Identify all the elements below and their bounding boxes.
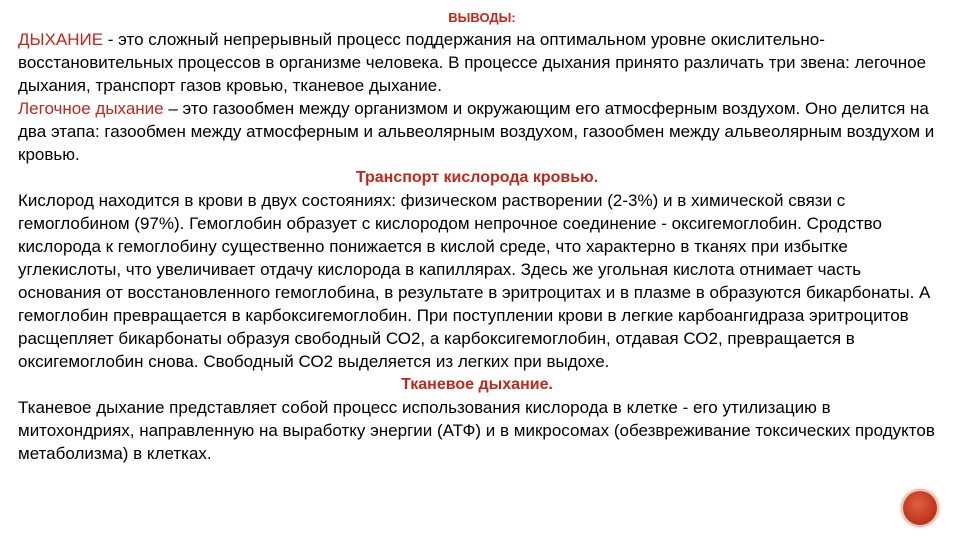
pulmonary-term: Легочное дыхание (18, 99, 164, 118)
slide-content (18, 8, 936, 528)
pulmonary-paragraph (18, 97, 936, 166)
tissue-heading: Тканевое дыхание. (401, 376, 553, 393)
intro-text: - это сложный непрерывный процесс поддержания на оптимальном уровне окислительно-восстановительных процессов в организме человека. В процессе дыхания принято различать три звена: легочное дыхания, транспорт газов кровью, тканевое дыхание. (18, 30, 927, 95)
intro-paragraph (18, 28, 936, 97)
transport-paragraph: Кислород находится в крови в двух состояниях: физическом растворении (2-3%) и в химической связи с гемоглобином (97%). Гемоглобин образует с кислородом непрочное соединение - оксигемоглобин. Сродство кислорода к гемоглобину существенно понижается в кислой среде, что характерно в тканях при избытке углекислоты, что увеличивает отдачу кислорода в капиллярах. Здесь же угольная кислота отнимает часть основания от восстановленного гемоглобина, в результате в эритроцитах и в плазме в образуются бикарбонаты. А гемоглобин превращается в карбоксигемоглобин. При поступлении крови в легкие карбоангидраза эритроцитов расщепляет бикарбонаты образуя свободный СО2, а карбоксигемоглобин, отдавая СО2, превращается в оксигемоглобин снова. Свободный СО2 выделяется из легких при выдохе. (18, 191, 931, 371)
slide-title: ВЫВОДЫ: (448, 10, 516, 25)
pulmonary-text: – это газообмен между организмом и окружающим его атмосферным воздухом. Оно делится на два этапа: газообмен между атмосферным и альвеолярным воздухом, газообмен между альвеолярным воздухом и кровью. (18, 99, 935, 164)
transport-heading: Транспорт кислорода кровью. (355, 169, 599, 186)
intro-term: ДЫХАНИЕ (18, 30, 104, 49)
page-number-badge-icon (901, 489, 939, 527)
tissue-paragraph: Тканевое дыхание представляет собой процесс использования кислорода в клетке - его утилизацию в митохондриях, направленную на выработку энергии (АТФ) и в микросомах (обезвреживание токсических продуктов метаболизма) в клетках. (18, 398, 935, 463)
